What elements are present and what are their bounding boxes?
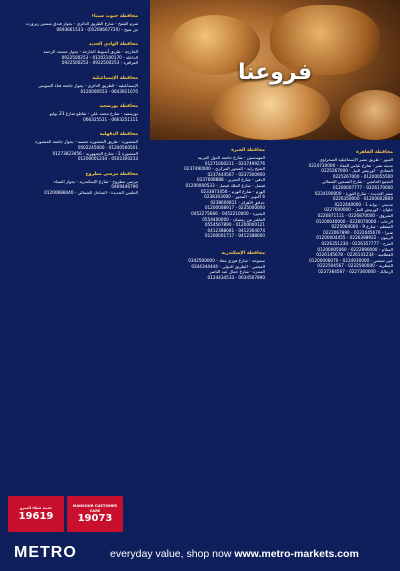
mansour-hotline-badge[interactable]: MANSOUR CUSTOMER CARE 19073 xyxy=(67,496,123,532)
branch-line: المرج - 0226357777 - 0226351234 xyxy=(321,240,393,246)
branch-line: العبور - طريق مصر الإسماعيلية الصحراوي xyxy=(319,157,393,162)
region-heading: محافظة الدقهلية xyxy=(99,132,138,138)
region-heading: محافظة الإسماعيلية xyxy=(92,76,138,81)
region-block xyxy=(8,104,138,122)
branch-line: الزمالك - 0227360000 - 0227364567 xyxy=(318,268,393,274)
branch-line: العلمين الجديدة - الساحل الشمالي - 01200888440 xyxy=(44,189,138,195)
region-heading: محافظة بورسعيد xyxy=(99,104,138,110)
branch-line: 0034567890 - 0124434533 xyxy=(207,274,265,280)
branch-line: المنصورة - طريق المنصورة جمصة - بجوار جامعة المنصورة xyxy=(35,139,138,145)
branch-line: المعادي - كورنيش النيل - 0225267000 xyxy=(321,168,393,174)
branch-line: القطامية - 0226141234 - 0226145678 xyxy=(316,252,393,258)
branch-line: الخارجة - طريق أسيوط الخارجة - بجوار مسجد الرحمة xyxy=(43,49,138,55)
branch-line: الداخلة - 01202100170 - 0922500253 xyxy=(61,54,138,60)
branch-line: المطرية - 0222500000 - 0222504567 xyxy=(317,263,393,269)
region-heading: محافظة جنوب سيناء xyxy=(91,14,138,19)
branch-line: فيصل - شارع الملك فيصل - 01200000533 xyxy=(185,182,265,188)
branch-line: ش شيخ - (01200667720) - 0693661533 xyxy=(56,26,138,32)
hotline-badges xyxy=(8,496,123,532)
region-block xyxy=(8,172,138,196)
branch-line: مدينة نصر - شارع عباس العقاد - 0224730000 xyxy=(308,162,393,168)
hotline-number: 19073 xyxy=(77,513,113,524)
branch-line: 0235000000 - 01200008917 xyxy=(204,205,265,211)
website-link[interactable]: www.metro-markets.com xyxy=(234,548,359,560)
region-block xyxy=(8,14,138,32)
region-block xyxy=(268,150,393,274)
branch-line: 01200002800 - 0226350000 xyxy=(332,196,393,202)
branch-line: 01200000121 - 0554567890 xyxy=(204,222,265,228)
branch-line: مدينتي - بوابة 1 - 0222440000 xyxy=(334,201,393,207)
branch-line: عين شمس - 0224930000 - 01200006070 xyxy=(309,257,393,263)
branch-line: الرحاب - 0226070000 - 01200040000 xyxy=(316,218,393,224)
tagline-text: everyday value, shop now xyxy=(110,548,235,560)
branch-line: سموحة - شارع فوزي معاذ - 0342500000 xyxy=(188,258,265,263)
branch-line: البحيرة - 0452210000 - 0452275666 xyxy=(191,210,265,216)
branch-line: مرسى مطروح - شارع الإسكندرية - بجوار الميناء xyxy=(53,178,138,184)
branch-line: 0412364074 - 0412388081 xyxy=(207,227,265,233)
branch-line: الزيتون - 0226398922 - 01200004455 xyxy=(316,235,393,241)
branch-line: المنصورة 2 - شارع الجمهورية - 01273823456 xyxy=(52,150,138,156)
branch-line: حلوان - كورنيش النيل - 0227600000 xyxy=(324,207,393,213)
branch-line: 01200055500 - 0225267000 xyxy=(332,173,393,179)
branch-line: العجمي - الطريق الدولي - 0344344444 xyxy=(191,263,265,269)
branch-line: 0643911070 - 0120000553 xyxy=(80,88,138,94)
branch-line: المقطم - شارع 9 - 0225060000 xyxy=(331,224,393,230)
branch-line: شبرا - 0222045670 - 0222067890 xyxy=(323,229,393,235)
branch-line: 0226170000 - 01200007777 xyxy=(332,184,393,190)
branch-line: الدقي - شارع التحرير - 0237608888 xyxy=(197,177,265,183)
branch-line: الشيخ زايد - المحور المركزي - 0237490000 xyxy=(184,166,265,172)
branch-line: بورسعيد - شارع محمد علي - تقاطع شارع 23 يوليو xyxy=(49,111,138,117)
region-block xyxy=(140,251,265,280)
region-block xyxy=(8,42,138,66)
branch-line: 01200500501 - 0502245000 xyxy=(77,144,138,150)
region-heading: محافظة القاهرة xyxy=(356,150,393,155)
branch-line: 0237499276 - 01271000211 xyxy=(204,160,265,166)
branch-line: الشروق - 0226870000 - 0226871111 xyxy=(317,212,393,218)
branch-line: حدائق الأهرام - 0238600811 xyxy=(210,199,265,205)
region-heading: محافظة مرسى مطروح xyxy=(85,171,138,177)
branch-line: 0502300233 - 01200001234 xyxy=(77,156,138,162)
region-heading: محافظة الجيزة xyxy=(231,148,265,153)
page-title: فروعنا xyxy=(237,60,313,85)
branch-line: العاشر من رمضان - 0554400000 xyxy=(202,216,265,222)
branch-line: المنتزه - شارع جمال عبد الناصر xyxy=(209,269,265,275)
region-block xyxy=(140,148,265,239)
branch-line: السلام - 0222890000 - 01200005060 xyxy=(317,246,393,252)
branch-line: الفرافرة - 0922500253 - 0922500253 xyxy=(61,60,138,66)
hotline-number: 19619 xyxy=(18,510,54,522)
branch-line: 6 أكتوبر - المحور - 0238303000 xyxy=(204,194,265,200)
branch-line: شرم الشيخ - شارع الطريق الدائري - بجوار فندق شمس ريزورت xyxy=(25,21,138,26)
region-heading: محافظة الوادي الجديد xyxy=(88,42,138,48)
branch-line: 0237300900 - 0237444567 xyxy=(207,171,265,177)
metro-hotline-badge[interactable]: خدمة عملاء المترو 19619 xyxy=(8,496,64,532)
footer-tagline xyxy=(110,548,359,560)
branch-line: 0469446790 xyxy=(111,184,138,190)
region-block xyxy=(8,132,138,161)
branch-line: المهندسين - شارع جامعة الدول العربية xyxy=(197,155,265,160)
branch-line: الهرم - شارع الهرم - 0233873456 xyxy=(200,188,265,194)
branch-line: الإسماعيلية - الطريق الدائري - بجوار جامعة قناة السويس xyxy=(38,83,138,88)
metro-logo[interactable]: METRO xyxy=(14,544,77,561)
region-heading: محافظة الإسكندرية xyxy=(221,251,265,256)
branch-line: 0663251111 - 066325521 xyxy=(83,116,138,122)
branch-line: التجمع الخامس - شارع التسعين الشمالي xyxy=(321,179,393,185)
branch-line: 0412388000 - 01200001717 xyxy=(204,233,265,239)
region-block xyxy=(8,76,138,94)
branch-line: مصر الجديدة - شارع الثورة - 0224190000 xyxy=(314,190,393,196)
